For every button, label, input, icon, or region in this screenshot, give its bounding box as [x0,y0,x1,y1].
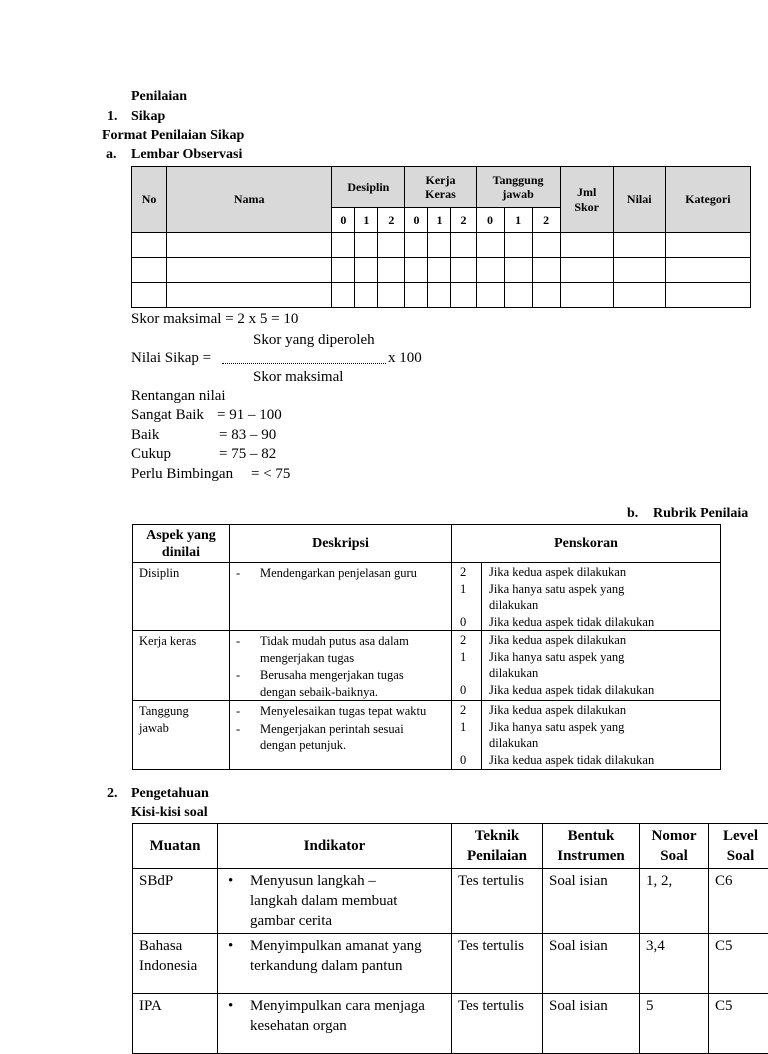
rentang-value: = < 75 [251,465,290,483]
header-no: No [132,167,167,233]
formula-numerator: Skor yang diperoleh [253,331,375,349]
header-kerja-line2: Keras [425,187,456,201]
score-number: 2 [460,702,481,719]
rentang-title: Rentangan nilai [131,387,226,405]
score-text: Jika kedua aspek dilakukan [489,702,664,719]
table-row [133,869,768,934]
score-header-0: 0 [476,208,504,233]
rentang-value: = 91 – 100 [217,406,282,424]
table-row [133,934,768,994]
table-row [132,283,751,308]
nilai-sikap-label: Nilai Sikap = [131,349,211,367]
section-1-number: 1. [107,108,118,125]
rentang-label: Perlu Bimbingan [131,465,233,483]
kisi-header-bentuk [543,824,640,869]
kisi-header-nomor-line2: Soal [660,848,688,864]
kisi-title: Kisi-kisi soal [131,804,208,821]
score-header-2: 2 [378,208,405,233]
kisi-muatan: IPA [133,994,218,1054]
rubric-desc-text: Mengerjakan perintah sesuai dengan petunjuk. [260,721,440,754]
format-title: Format Penilaian Sikap [102,127,244,144]
dash: - [236,667,260,700]
score-number: 2 [460,564,481,581]
assessment-heading: Penilaian [131,88,187,105]
section-2-label: Pengetahuan [131,785,209,802]
rubric-header-aspek-line1: Aspek yang [146,528,216,543]
rentang-label: Sangat Baik [131,406,204,424]
kisi-teknik: Tes tertulis [452,994,543,1054]
rubric-desc-item [230,632,451,666]
rubric-table [132,524,721,770]
kisi-nomor: 3,4 [640,934,709,994]
dash: - [236,721,260,754]
score-number: 0 [460,752,481,769]
score-number: 1 [460,581,481,614]
score-header-1: 1 [428,208,451,233]
rubric-desc-text: Menyelesaikan tugas tepat waktu [260,703,435,720]
kisi-bentuk: Soal isian [543,934,640,994]
table-row [133,631,721,701]
kisi-header-teknik [452,824,543,869]
bullet-icon: • [224,936,250,976]
kisi-indikator: Menyimpulkan amanat yang terkandung dalam pantun [250,936,425,976]
kisi-header-muatan: Muatan [133,824,218,869]
section-2-number: 2. [107,785,118,802]
kisi-bentuk: Soal isian [543,869,640,934]
kisi-teknik: Tes tertulis [452,934,543,994]
kisi-teknik: Tes tertulis [452,869,543,934]
score-number: 1 [460,649,481,682]
rentang-value: = 83 – 90 [219,426,276,444]
rubric-aspek: Disiplin [133,563,230,631]
kisi-level: C5 [709,934,768,994]
rubric-desc-item [230,666,451,700]
table-row [133,701,721,770]
sub-b-letter: b. [627,505,638,522]
dash: - [236,565,260,582]
kisi-level: C5 [709,994,768,1054]
score-text: Jika hanya satu aspek yang dilakukan [489,649,664,682]
kisi-header-indikator: Indikator [218,824,452,869]
rubric-desc-item [230,720,451,754]
kisi-header-teknik-line1: Teknik [475,828,519,844]
rentang-label: Cukup [131,445,171,463]
score-number: 1 [460,719,481,752]
header-tanggung-line1: Tanggung [493,173,544,187]
kisi-kisi-table [132,823,768,1054]
kisi-nomor: 1, 2, [640,869,709,934]
kisi-header-nomor-line1: Nomor [652,828,697,844]
sub-b-label: Rubrik Penilaia [653,505,748,522]
score-header-0: 0 [332,208,355,233]
score-text: Jika kedua aspek tidak dilakukan [489,752,664,769]
kisi-bentuk: Soal isian [543,994,640,1054]
header-jml-line2: Skor [574,200,599,214]
rentang-value: = 75 – 82 [219,445,276,463]
kisi-header-level [709,824,768,869]
rubric-desc-text: Mendengarkan penjelasan guru [260,565,430,582]
fraction-line [222,363,386,364]
dash: - [236,633,260,666]
table-row [133,563,721,631]
kisi-indikator: Menyusun langkah – langkah dalam membuat gambar cerita [250,871,425,931]
kisi-nomor: 5 [640,994,709,1054]
score-number: 0 [460,682,481,699]
kisi-header-teknik-line2: Penilaian [467,848,527,864]
score-text: Jika kedua aspek tidak dilakukan [489,682,664,699]
kisi-muatan: Bahasa Indonesia [133,934,218,994]
rentang-label: Baik [131,426,159,444]
section-1-label: Sikap [131,108,165,125]
table-row [132,258,751,283]
score-header-2: 2 [532,208,560,233]
header-nilai: Nilai [613,167,665,233]
header-kerja-keras [405,167,476,208]
sub-a-label: Lembar Observasi [131,146,242,163]
rubric-aspek-line1: Tanggung [139,704,189,718]
header-desiplin: Desiplin [332,167,405,208]
rubric-header-penskoran: Penskoran [452,525,721,563]
score-text: Jika kedua aspek dilakukan [489,632,664,649]
dash: - [236,703,260,720]
kisi-indikator: Menyimpulkan cara menjaga kesehatan organ [250,996,425,1036]
header-tanggung-line2: jawab [502,187,533,201]
rubric-header-aspek [133,525,230,563]
observation-table [131,166,751,308]
header-jml-line1: Jml [577,185,596,199]
header-kategori: Kategori [665,167,750,233]
kisi-header-level-line2: Soal [727,848,755,864]
kisi-header-level-line1: Level [723,828,758,844]
bullet-icon: • [224,996,250,1036]
score-header-1: 1 [504,208,532,233]
formula-denominator: Skor maksimal [253,368,343,386]
rubric-desc-text: Berusaha mengerjakan tugas dengan sebaik-baiknya. [260,667,440,700]
header-kerja-line1: Kerja [425,173,455,187]
score-text: Jika kedua aspek tidak dilakukan [489,614,664,631]
rubric-desc-item [230,564,451,582]
score-number: 0 [460,614,481,631]
score-header-0: 0 [405,208,428,233]
score-text: Jika hanya satu aspek yang dilakukan [489,581,664,614]
kisi-muatan: SBdP [133,869,218,934]
kisi-header-bentuk-line2: Instrumen [557,848,625,864]
rubric-header-deskripsi: Deskripsi [230,525,452,563]
skor-maksimal-text: Skor maksimal = 2 x 5 = 10 [131,310,298,328]
rubric-desc-item [230,702,451,720]
score-header-1: 1 [355,208,378,233]
rubric-aspek-line2: jawab [139,721,169,735]
rubric-header-aspek-line2: dinilai [162,545,200,560]
header-nama: Nama [167,167,332,233]
header-jml-skor [560,167,613,233]
rubric-aspek: Kerja keras [133,631,230,701]
kisi-level: C6 [709,869,768,934]
bullet-icon: • [224,871,250,931]
score-text: Jika kedua aspek dilakukan [489,564,664,581]
score-number: 2 [460,632,481,649]
kisi-header-bentuk-line1: Bentuk [568,828,615,844]
times-100: x 100 [388,349,422,367]
header-tanggung-jawab [476,167,560,208]
sub-a-letter: a. [106,146,117,163]
score-header-2: 2 [451,208,476,233]
kisi-header-nomor [640,824,709,869]
score-text: Jika hanya satu aspek yang dilakukan [489,719,664,752]
rubric-desc-text: Tidak mudah putus asa dalam mengerjakan tugas [260,633,430,666]
table-row [132,233,751,258]
rubric-aspek [133,701,230,770]
